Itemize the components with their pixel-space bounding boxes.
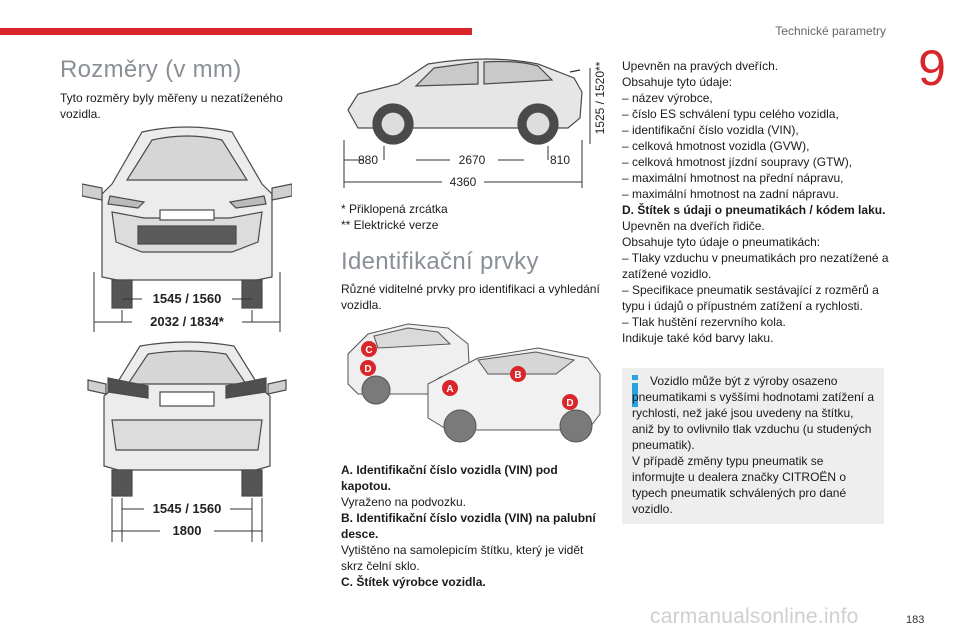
d-location: Upevněn na dveřích řidiče.: [622, 219, 765, 233]
d-contains: Obsahuje tyto údaje o pneumatikách:: [622, 235, 821, 249]
item-a-heading: A. Identifikační číslo vozidla (VIN) pod kapotou.: [341, 463, 558, 493]
vin-marker-a: [442, 380, 458, 396]
item-a-text: Vyraženo na podvozku.: [341, 495, 466, 509]
marker-d-label-left: D: [364, 364, 372, 375]
running-header: Technické parametry: [775, 24, 886, 38]
rear-view-diagram: [82, 340, 292, 500]
dimensions-intro: Tyto rozměry byly měřeny u nezatíženého vozidla.: [60, 91, 283, 121]
c-list-item: – název výrobce,: [622, 91, 713, 105]
d-heading: D. Štítek s údaji o pneumatikách / kódem laku.: [622, 203, 886, 217]
tyre-marker-d-left: [360, 360, 376, 376]
c-list-item: – celková hmotnost jízdní soupravy (GTW),: [622, 155, 853, 169]
side-view-diagram: [338, 48, 608, 190]
vin-marker-c: [361, 341, 377, 357]
page-number: 183: [906, 614, 925, 626]
front-overhang-label: 880: [357, 153, 379, 167]
marker-d-label-right: D: [566, 398, 574, 409]
rear-overhang-label: 810: [549, 153, 571, 167]
watermark: carmanualsonline.info: [650, 605, 859, 628]
wheelbase-label: 2670: [458, 153, 486, 167]
d-list-item: – Tlak huštění rezervního kola.: [622, 315, 786, 329]
identification-intro: Různé viditelné prvky pro identifikaci a vyhledání vozidla.: [341, 282, 600, 312]
chapter-number: 9: [918, 40, 946, 96]
side-height-label: 1525 / 1520**: [593, 61, 607, 135]
length-label: 4360: [449, 175, 477, 189]
marker-a-label: A: [446, 384, 454, 395]
d-list-item: – Specifikace pneumatik sestávající z rozměrů a typu i údajů o přípustném zatížení a rychlosti.: [622, 283, 879, 313]
info-paragraph-1: Vozidlo může být z výroby osazeno pneumatikami s vyššími hodnotami zatížení a rychlosti, než jaké jsou uvedeny na štítku, aniž by to ovlivnilo tlak vzduchu (u studených pneumatik).: [632, 374, 875, 452]
identification-title: Identifikační prvky: [341, 248, 539, 275]
c-location: Upevněn na pravých dveřích.: [622, 59, 779, 73]
item-b-text: Vytištěno na samolepicím štítku, který je vidět skrz čelní sklo.: [341, 543, 584, 573]
vin-marker-b: [510, 366, 526, 382]
info-paragraph-2: V případě změny typu pneumatik se informujte u dealera značky CITROËN o typech pneumatik schválených pro dané vozidlo.: [632, 454, 847, 516]
footnote-electric: ** Elektrické verze: [341, 218, 439, 232]
marker-b-label: B: [514, 370, 522, 381]
c-list-item: – identifikační číslo vozidla (VIN),: [622, 123, 799, 137]
dimensions-title: Rozměry (v mm): [60, 56, 242, 83]
front-track-label: 1545 / 1560: [152, 291, 222, 306]
c-contains: Obsahuje tyto údaje:: [622, 75, 733, 89]
c-list-item: – maximální hmotnost na zadní nápravu.: [622, 187, 839, 201]
footnote-mirrors: * Přiklopená zrcátka: [341, 202, 448, 216]
info-text: [632, 373, 876, 517]
item-c-heading: C. Štítek výrobce vozidla.: [341, 575, 486, 589]
right-column-text: [622, 58, 892, 346]
d-list-item: – Tlaky vzduchu v pneumatikách pro nezatížené a zatížené vozidlo.: [622, 251, 889, 281]
marker-c-label: C: [365, 345, 373, 356]
c-list-item: – číslo ES schválení typu celého vozidla,: [622, 107, 839, 121]
rear-track-label: 1545 / 1560: [152, 501, 222, 516]
rear-width-label: 1800: [172, 523, 202, 538]
rear-dimension-lines: [82, 498, 292, 548]
c-list-item: – maximální hmotnost na přední nápravu,: [622, 171, 844, 185]
front-width-label: 2032 / 1834*: [150, 314, 224, 329]
item-b-heading: B. Identifikační číslo vozidla (VIN) na palubní desce.: [341, 511, 596, 541]
c-list-item: – celková hmotnost vozidla (GVW),: [622, 139, 810, 153]
front-dimension-lines: [82, 280, 292, 330]
top-accent-bar: [0, 28, 472, 35]
identification-diagram: [338, 314, 606, 454]
d-paint-code: Indikuje také kód barvy laku.: [622, 331, 774, 345]
tyre-marker-d-right: [562, 394, 578, 410]
